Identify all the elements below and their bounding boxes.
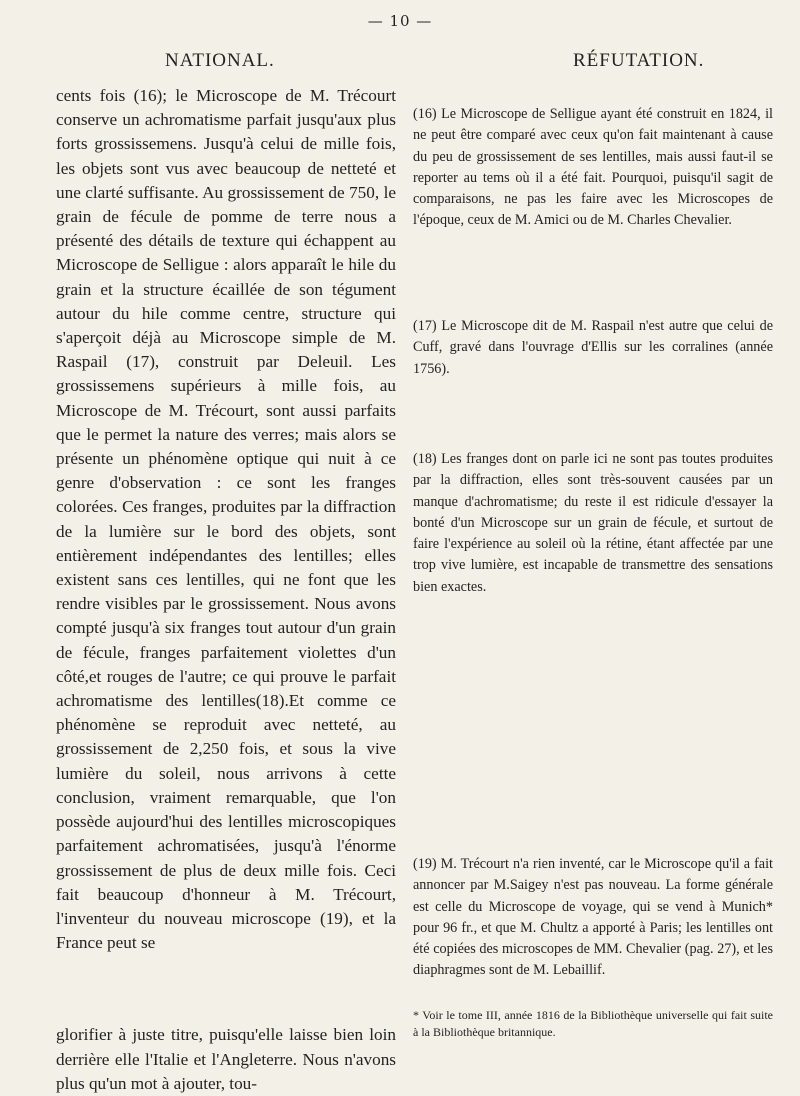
- footnote-text: * Voir le tome III, année 1816 de la Bibliothèque universelle qui fait suite à la Bibliothèque britannique.: [413, 1008, 773, 1039]
- main-text: cents fois (16); le Microscope de M. Trécourt conserve un achromatisme parfait jusqu'aux plus forts grossissemens. Jusqu'à celui de mille fois, les objets sont vus avec beaucoup de netteté et une clarté suffisante. Au grossissement de 750, le grain de fécule de pomme de terre nous a présenté des détails de texture qui échappent au Microscope de Selligue : alors apparaît le hile du grain et la structure écaillée de son tégument autour du hile comme centre, structure qui s'aperçoit déjà au Microscope simple de M. Raspail (17), construit par Deleuil. Les grossissemens supérieurs à mille fois, au Microscope de M. Trécourt, sont aussi parfaits que le permet la nature des verres; mais alors se présente un phénomène optique qui nuit à ce genre d'observation : ce sont les franges colorées. Ces franges, produites par la diffraction de la lumière sur le bord des objets, sont entièrement indépendantes des lentilles; elles existent sans ces lentilles, qui ne font que les rendre visibles par le grossissement. Nous avons compté jusqu'à six franges tout autour d'un grain de fécule, franges parfaitement violettes d'un côté,et rouges de l'autre; ce qui prouve le parfait achromatisme des lentilles(18).Et comme ce phénomène se reproduit avec netteté, au grossissement de 2,250 fois, et sous la vive lumière du soleil, nous arrivons à cette conclusion, vraiment remarquable, que l'on possède aujourd'hui des lentilles microscopiques parfaitement achromatisées, jusqu'à l'énorme grossissement de plus de deux mille fois. Ceci fait beaucoup d'honneur à M. Trécourt, l'inventeur du nouveau microscope (19), et la France peut se: [56, 86, 396, 953]
- main-text-continuation: glorifier à juste titre, puisqu'elle laisse bien loin derrière elle l'Italie et l'Angleterre. Nous n'avons plus qu'un mot à ajouter, tou-: [56, 1025, 396, 1093]
- note-18: (18) Les franges dont on parle ici ne sont pas toutes produites par la diffraction, elles sont très-souvent causées par un manque d'achromatisme; du reste il est ridicule d'essayer la bonté d'un Microscope sur un grain de fécule, et surtout de faire l'expérience au soleil où la rétine, étant affectée par une trop vive lumière, est incapable de transmettre des sensations bien exactes.: [413, 451, 773, 595]
- note-19: (19) M. Trécourt n'a rien inventé, car le Microscope qu'il a fait annoncer par M.Saigey n'est pas nouveau. La forme générale est celle du Microscope de voyage, qui se vend à Munich* pour 96 fr., et que M. Chultz a apporté à Paris; les lentilles ont été copiées des microscopes de MM. Chevalier (pag. 27), et les diaphragmes sont de M. Lebaillif.: [413, 856, 773, 979]
- left-column: [56, 84, 396, 1096]
- page-number: — 10 —: [367, 12, 433, 30]
- running-header-left: NATIONAL.: [165, 50, 275, 71]
- note-17: (17) Le Microscope dit de M. Raspail n'est autre que celui de Cuff, gravé dans l'ouvrage d'Ellis sur les corralines (année 1756).: [413, 318, 773, 377]
- footnote: [413, 1007, 773, 1041]
- running-header-right: RÉFUTATION.: [573, 50, 705, 71]
- note-16: (16) Le Microscope de Selligue ayant été construit en 1824, il ne peut être comparé avec ceux qu'on fait maintenant à cause du peu de grossissement de ses lentilles, mais aussi faut-il se reporter au tems où il a été fait. Pourquoi, puisqu'il sagit de comparaisons, ne pas les faire avec les Microscopes de l'époque, ceux de M. Amici ou de M. Charles Chevalier.: [413, 106, 773, 229]
